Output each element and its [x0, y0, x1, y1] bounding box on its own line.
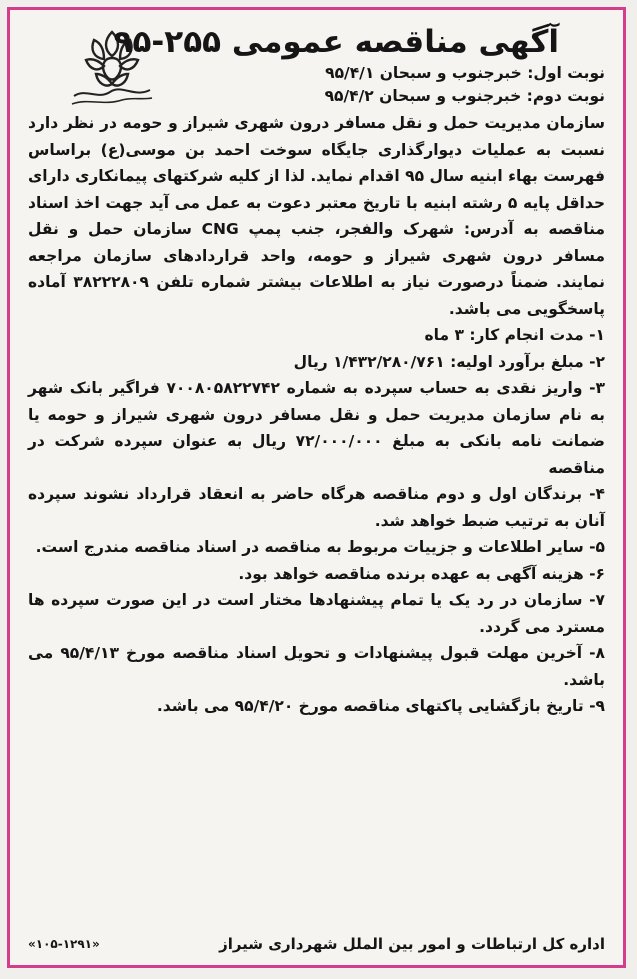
signature-department: اداره کل ارتباطات و امور بین الملل شهرداری شیراز [219, 935, 605, 953]
item-other-info: ۵- سایر اطلاعات و جزییات مربوط به مناقصه در اسناد مناقصه مندرج است. [35, 538, 605, 556]
second-round-line: نوبت دوم: خبرجنوب و سبحان ۹۵/۴/۲ [324, 87, 605, 105]
intro-paragraph: سازمان مدیریت حمل و نقل مسافر درون شهری شیراز و حومه در نظر دارد نسبت به عملیات دیوارگذاری جایگاه سوخت احمد بن موسی(ع) براساس فهرست بهاء ابنیه سال ۹۵ اقدام نماید. لذا از کلیه شرکتهای پیمانکاری دارای حداقل پایه ۵ رشته ابنیه با تاریخ معتبر دعوت به عمل می آید جهت اخذ اسناد مناقصه به آدرس: شهرک والفجر، جنب پمپ CNG سازمان حمل و نقل مسافر درون شهری شیراز و حومه، واحد قراردادهای سازمان مراجعه نمایند. ضمناً درصورت نیاز به اطلاعات بیشتر شماره تلفن ۳۸۲۲۲۸۰۹ آماده پاسخگویی می باشد. [28, 114, 605, 318]
item-winners: ۴- برندگان اول و دوم مناقصه هرگاه حاضر به انعقاد قرارداد نشوند سپرده آنان به ترتیب ضبط خواهد شد. [28, 485, 605, 530]
ad-code: «۱۰۵-۱۲۹۱» [28, 937, 100, 951]
ad-content [28, 22, 605, 720]
ad-title: آگهی مناقصه عمومی ۲۵۵-۹۵ [113, 24, 559, 60]
item-estimate: ۲- مبلغ برآورد اولیه: ۱/۴۳۲/۲۸۰/۷۶۱ ریال [293, 352, 605, 371]
item-deadline: ۸- آخرین مهلت قبول پیشنهادات و تحویل اسناد مناقصه مورخ ۹۵/۴/۱۳ می باشد. [28, 644, 605, 689]
item-ad-cost: ۶- هزینه آگهی به عهده برنده مناقصه خواهد بود. [238, 564, 605, 583]
first-round-line: نوبت اول: خبرجنوب و سبحان ۹۵/۴/۱ [325, 64, 605, 82]
item-duration: ۱- مدت انجام کار: ۳ ماه [424, 326, 605, 344]
item-opening-date: ۹- تاریخ بازگشایی پاکتهای مناقصه مورخ ۹۵/۴/۲۰ می باشد. [156, 697, 605, 715]
item-rejection: ۷- سازمان در رد یک یا تمام پیشنهادها مختار است در این صورت سپرده ها مسترد می گردد. [28, 591, 605, 636]
ad-frame [7, 7, 626, 968]
signature-row [28, 935, 605, 953]
item-deposit: ۳- واریز نقدی به حساب سپرده به شماره ۷۰۰۸۰۵۸۲۲۷۴۲ فراگیر بانک شهر به نام سازمان مدیریت حمل و نقل مسافر درون شهری شیراز و حومه یا ضمانت نامه بانکی به مبلغ ۷۲/۰۰۰/۰۰۰ ریال به عنوان سپرده شرکت در مناقصه [28, 379, 605, 477]
